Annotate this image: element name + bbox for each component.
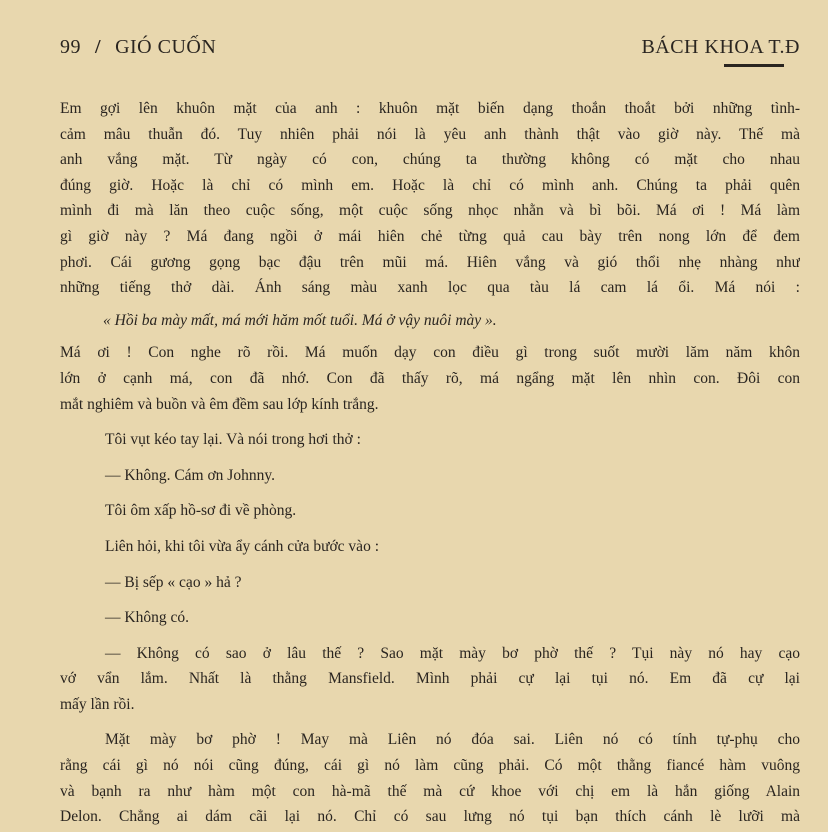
text-line: anh vắng mặt. Từ ngày có con, chúng ta thường không có mặt cho nhau [60, 151, 800, 169]
text-line: và bạnh ra như hàm một con hà-mã thế mà cứ khoe với chị em là hắn giống Alain [60, 782, 800, 800]
text-line: Em gợi lên khuôn mặt của anh : khuôn mặt biến dạng thoắn thoắt bởi những tình- [60, 100, 800, 117]
text-line: cảm mâu thuẫn đó. Tuy nhiên phải nói là yêu anh thành thật vào giờ này. Thế mà [60, 125, 800, 143]
text-line: đúng giờ. Hoặc là chỉ có mình em. Hoặc là chỉ có mình anh. Chúng ta phải quên [60, 176, 800, 194]
page-header [60, 36, 800, 66]
page-number: 99 [60, 36, 81, 58]
text-line: Liên hỏi, khi tôi vừa ẩy cánh cửa bước vào : [105, 537, 379, 555]
header-rule [724, 64, 784, 67]
text-line: rằng cái gì nó nói cũng đúng, cái gì nó làm cũng phải. Có một thằng fiancé hàm vuông [60, 757, 800, 775]
text-line: mấy lần rồi. [60, 695, 135, 713]
text-line: phơi. Cái gương gọng bạc đậu trên mũi má. Hiên vắng và gió thổi nhẹ nhàng như [60, 253, 800, 271]
text-line: Tôi ôm xấp hồ-sơ đi về phòng. [105, 502, 297, 520]
dialogue-line: — Không. Cám ơn Johnny. [105, 466, 275, 484]
header-separator: / [95, 36, 102, 58]
text-line: Tôi vụt kéo tay lại. Và nói trong hơi thở : [105, 431, 361, 449]
text-line: gì giờ này ? Má đang ngồi ở mái hiên chẻ từng quả cau bày trên nong lớn để đem [60, 227, 800, 245]
body-text [60, 96, 800, 830]
text-line: mình đi mà lăn theo cuộc sống, một cuộc sống nhọc nhằn và bì bõi. Má ơi ! Má làm [60, 202, 800, 220]
dialogue-line: — Không có sao ở lâu thế ? Sao mặt mày bơ phờ thế ? Tụi này nó hay cạo [105, 644, 800, 662]
header-left [60, 36, 216, 59]
text-line: lớn ở cạnh má, con đã nhớ. Con đã thấy rõ, má ngẩng mặt lên nhìn con. Đôi con [60, 369, 800, 387]
text-line: vớ vẩn lắm. Nhất là thằng Mansfield. Mình phải cự lại tụi nó. Em đã cự lại [60, 670, 800, 688]
text-line: Delon. Chẳng ai dám cãi lại nó. Chỉ có sau lưng nó tụi bạn thích cánh lè lưỡi mà [60, 808, 800, 826]
dialogue-line: — Bị sếp « cạo » hả ? [105, 573, 242, 591]
quote-line: « Hồi ba mày mất, má mới hăm mốt tuổi. Má ở vậy nuôi mày ». [103, 311, 497, 329]
dialogue-line: — Không có. [105, 609, 189, 627]
text-line: mắt nghiêm và buồn và êm đềm sau lớp kính trắng. [60, 395, 379, 413]
publication-title: BÁCH KHOA T.Đ [641, 36, 800, 58]
text-line: Mặt mày bơ phờ ! May mà Liên nó đóa sai. Liên nó có tính tự-phụ cho [105, 731, 800, 749]
text-line: những tiếng thở dài. Ánh sáng màu xanh lọc qua tàu lá cam lá ổi. Má nói : [60, 279, 800, 297]
text-line: Má ơi ! Con nghe rõ rồi. Má muốn dạy con điều gì trong suốt mười lăm năm khôn [60, 344, 800, 362]
section-title: GIÓ CUỐN [115, 36, 217, 58]
